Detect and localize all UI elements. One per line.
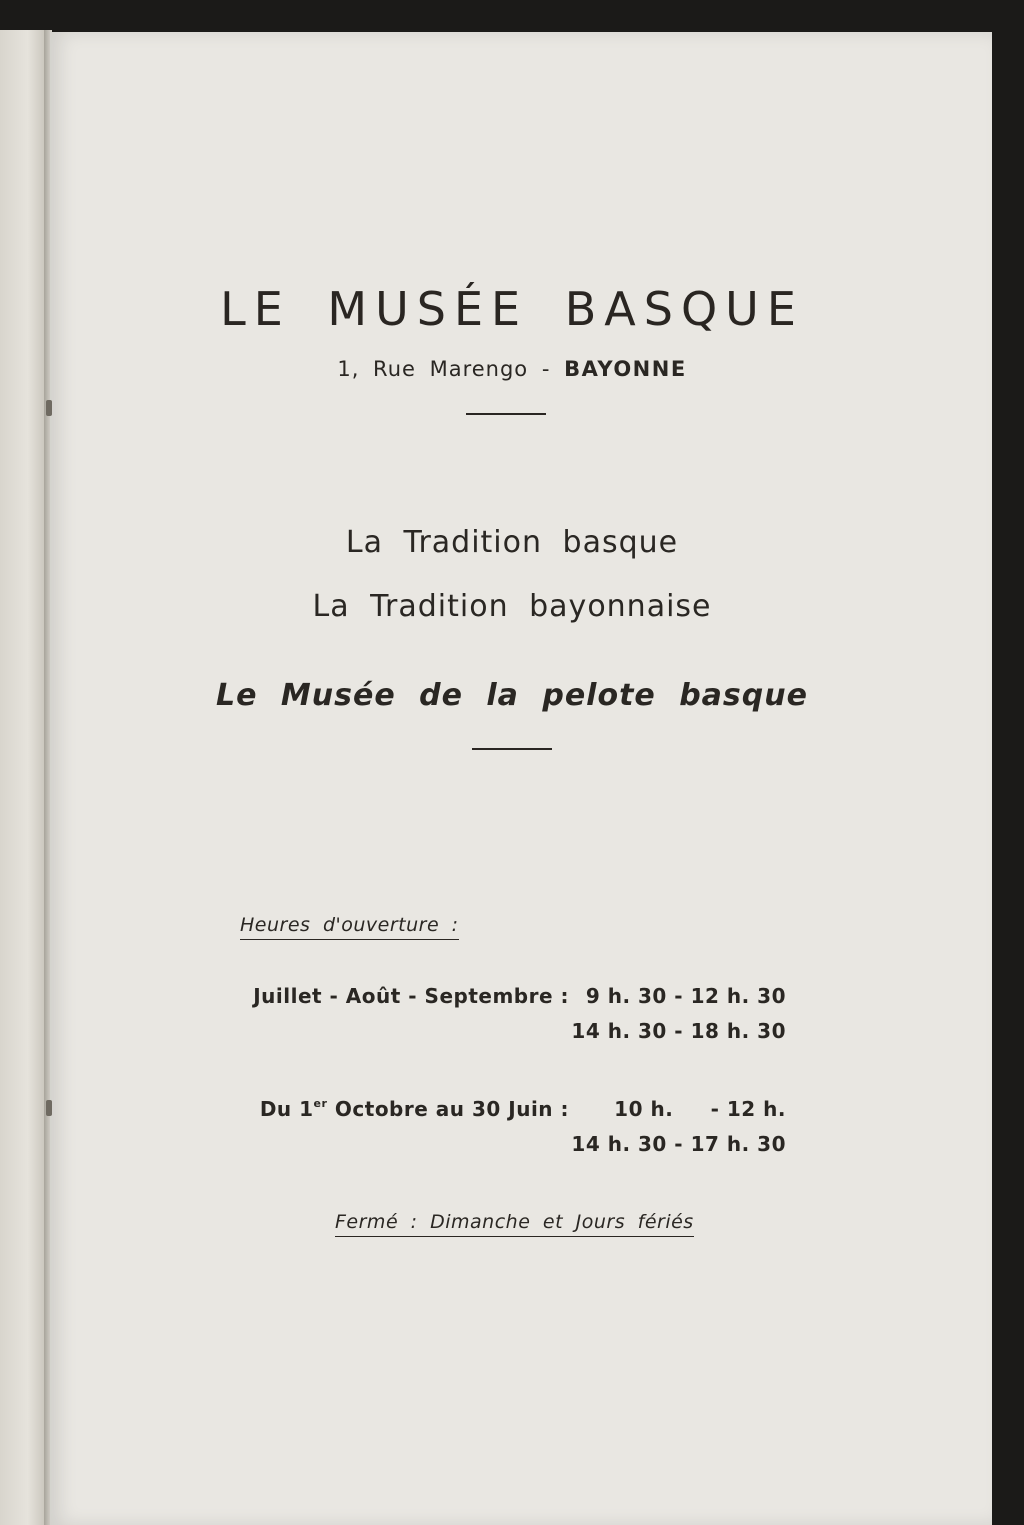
divider	[472, 748, 552, 750]
winter-label-prefix: Du 1	[259, 1097, 314, 1121]
opening-hours-heading: Heures d'ouverture :	[240, 914, 459, 940]
winter-label-suffix: Octobre au 30 Juin :	[327, 1097, 569, 1121]
address-city: BAYONNE	[564, 357, 687, 381]
closing-days-note: Fermé : Dimanche et Jours fériés	[335, 1211, 694, 1237]
binding-mark	[46, 1100, 52, 1116]
page-title: LE MUSÉE BASQUE	[220, 282, 804, 336]
summer-period-label: Juillet - Août - Septembre :	[253, 984, 569, 1008]
winter-morning-hours: 10 h. - 12 h.	[614, 1097, 786, 1121]
tradition-basque-line: La Tradition basque	[345, 525, 679, 560]
address-street: 1, Rue Marengo -	[337, 357, 551, 381]
tradition-bayonnaise-line: La Tradition bayonnaise	[312, 589, 712, 624]
winter-afternoon-hours: 14 h. 30 - 17 h. 30	[571, 1132, 786, 1156]
summer-morning-hours: 9 h. 30 - 12 h. 30	[585, 984, 786, 1008]
previous-page-edge	[0, 30, 46, 1525]
winter-period-label	[260, 1097, 569, 1121]
summer-afternoon-hours: 14 h. 30 - 18 h. 30	[571, 1019, 786, 1043]
pelote-museum-line: Le Musée de la pelote basque	[216, 678, 808, 713]
winter-label-superscript: er	[313, 1097, 328, 1110]
museum-address	[0, 357, 1024, 381]
divider	[466, 413, 546, 415]
binding-mark	[46, 400, 52, 416]
document-page	[50, 32, 992, 1525]
